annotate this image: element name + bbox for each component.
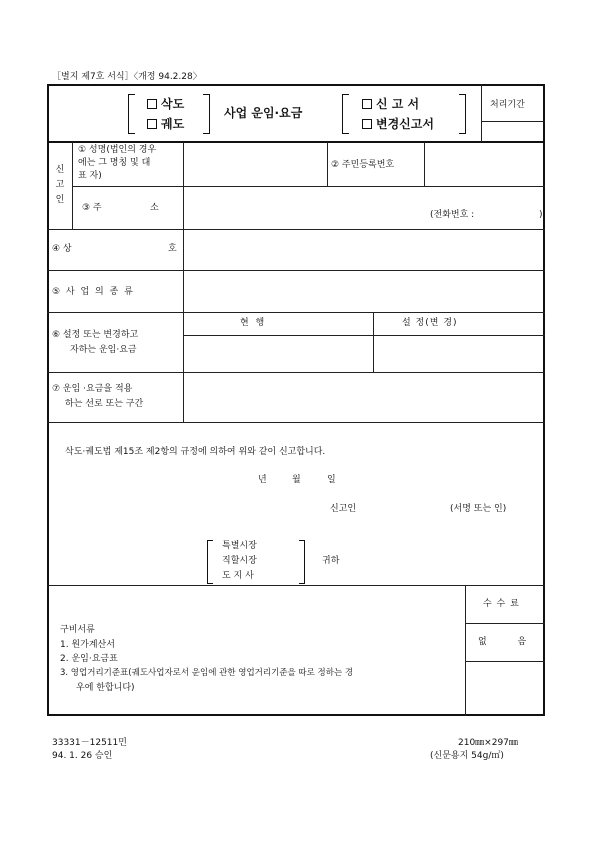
phone-label: (전화번호 : [430, 210, 475, 220]
honorific: 귀하 [322, 556, 340, 566]
name-resident-divider [327, 142, 328, 186]
fee-value-wrap [478, 637, 540, 648]
right-bracket-close [459, 94, 466, 134]
processing-period-label: 처리기간 [490, 100, 525, 110]
attachment-item-3-line2: 우에 한합니다) [76, 683, 135, 693]
route-label-1: ⑦ 운임 ·요금을 적용 [52, 384, 133, 394]
resident-value-divider [424, 142, 425, 186]
route-bottom [47, 422, 545, 423]
fee-label: 수 수 료 [483, 599, 520, 609]
approval-date: 94. 1. 26 승인 [52, 751, 113, 761]
declaration-statement: 삭도·궤도법 제15조 제2항의 규정에 의하여 위와 같이 신고합니다. [65, 447, 326, 457]
current-header: 현 행 [240, 318, 267, 328]
name-field[interactable] [185, 143, 325, 185]
reporter-side-label: 신 고 인 [55, 165, 65, 205]
processing-inner-line [481, 121, 545, 122]
recipient-3: 도 지 사 [222, 571, 254, 581]
checkbox-icon[interactable] [362, 99, 372, 109]
route-field[interactable] [185, 373, 543, 421]
paper-size: 210㎜×297㎜ [458, 738, 518, 748]
recipient-bracket-open [207, 540, 213, 584]
checkbox-icon[interactable] [147, 99, 157, 109]
processing-divider [481, 84, 482, 142]
resident-number-field[interactable] [426, 143, 543, 185]
name-label-1: ① 성명(법인의 경우 [78, 145, 157, 155]
attachment-item-1: 1. 원가계산서 [60, 640, 115, 650]
date-month: 월 [292, 475, 301, 485]
attachment-item-3-line1: 3. 영업거리기준표(궤도사업자로서 운임에 관한 영업거리기준을 따로 정하는 경 [60, 668, 354, 678]
option-report: 신 고 서 [362, 97, 419, 111]
business-type-bottom [47, 312, 545, 313]
name-label-3: 표 자) [78, 171, 102, 181]
name-label-2: 에는 그 명칭 및 대 [78, 158, 151, 168]
date-day: 일 [327, 475, 336, 485]
recipient-1: 특별시장 [222, 541, 257, 551]
recipient-2: 직할시장 [222, 556, 257, 566]
business-type-label: ⑤ 사 업 의 종 류 [52, 287, 135, 297]
trade-name-label-num: ④ 상 [52, 244, 72, 254]
fields-label-divider [183, 229, 184, 422]
resident-number-label: ② 주민등록번호 [331, 160, 395, 170]
paper-type: (신문용지 54g/㎡) [430, 751, 504, 761]
route-label-2: 하는 선로 또는 구간 [65, 399, 144, 409]
checkbox-icon[interactable] [147, 119, 157, 129]
declaration-bottom [47, 585, 545, 586]
attachment-item-2: 2. 운임·요금표 [60, 654, 118, 664]
left-bracket-open [128, 94, 135, 134]
fare-label-1: ⑥ 설정 또는 변경하고 [52, 330, 139, 340]
signature-label: (서명 또는 인) [450, 504, 507, 514]
option-track: 궤도 [147, 117, 184, 131]
fare-label-2: 자하는 운임·요금 [70, 345, 137, 355]
fee-value: 없 음 [478, 637, 541, 647]
address-label-end: 소 [150, 203, 159, 213]
reporter-signer-label: 신고인 [330, 504, 357, 514]
trade-name-field[interactable] [185, 230, 543, 269]
address-field[interactable] [185, 188, 543, 228]
left-bracket-close [203, 94, 210, 134]
trade-name-label-end: 호 [168, 244, 177, 254]
fee-divider [465, 585, 466, 716]
option-change-report: 변경신고서 [362, 117, 434, 131]
attachments-title: 구비서류 [60, 625, 95, 635]
fare-column-divider [373, 312, 374, 372]
date-year: 년 [258, 475, 267, 485]
setting-header: 설 정(변 경) [402, 318, 458, 328]
phone-close: ) [539, 210, 543, 220]
address-label-num: ③ 주 [82, 203, 102, 213]
fee-header-line [465, 623, 545, 624]
business-type-field[interactable] [185, 271, 543, 311]
new-fare-field[interactable] [375, 337, 543, 371]
option-ropeway: 삭도 [147, 97, 184, 111]
current-fare-field[interactable] [185, 337, 371, 371]
fee-value-line [465, 661, 545, 662]
right-bracket-open [342, 94, 349, 134]
form-title: 사업 운임·요금 [224, 106, 303, 120]
checkbox-icon[interactable] [362, 119, 372, 129]
fare-header-divider [183, 335, 545, 336]
reporter-row-divider [72, 186, 545, 187]
form-reference: ［별지 제7호 서식］〈개정 94.2.28〉 [52, 72, 202, 82]
form-code: 33331－12511민 [52, 738, 127, 748]
recipient-bracket-close [299, 540, 305, 584]
